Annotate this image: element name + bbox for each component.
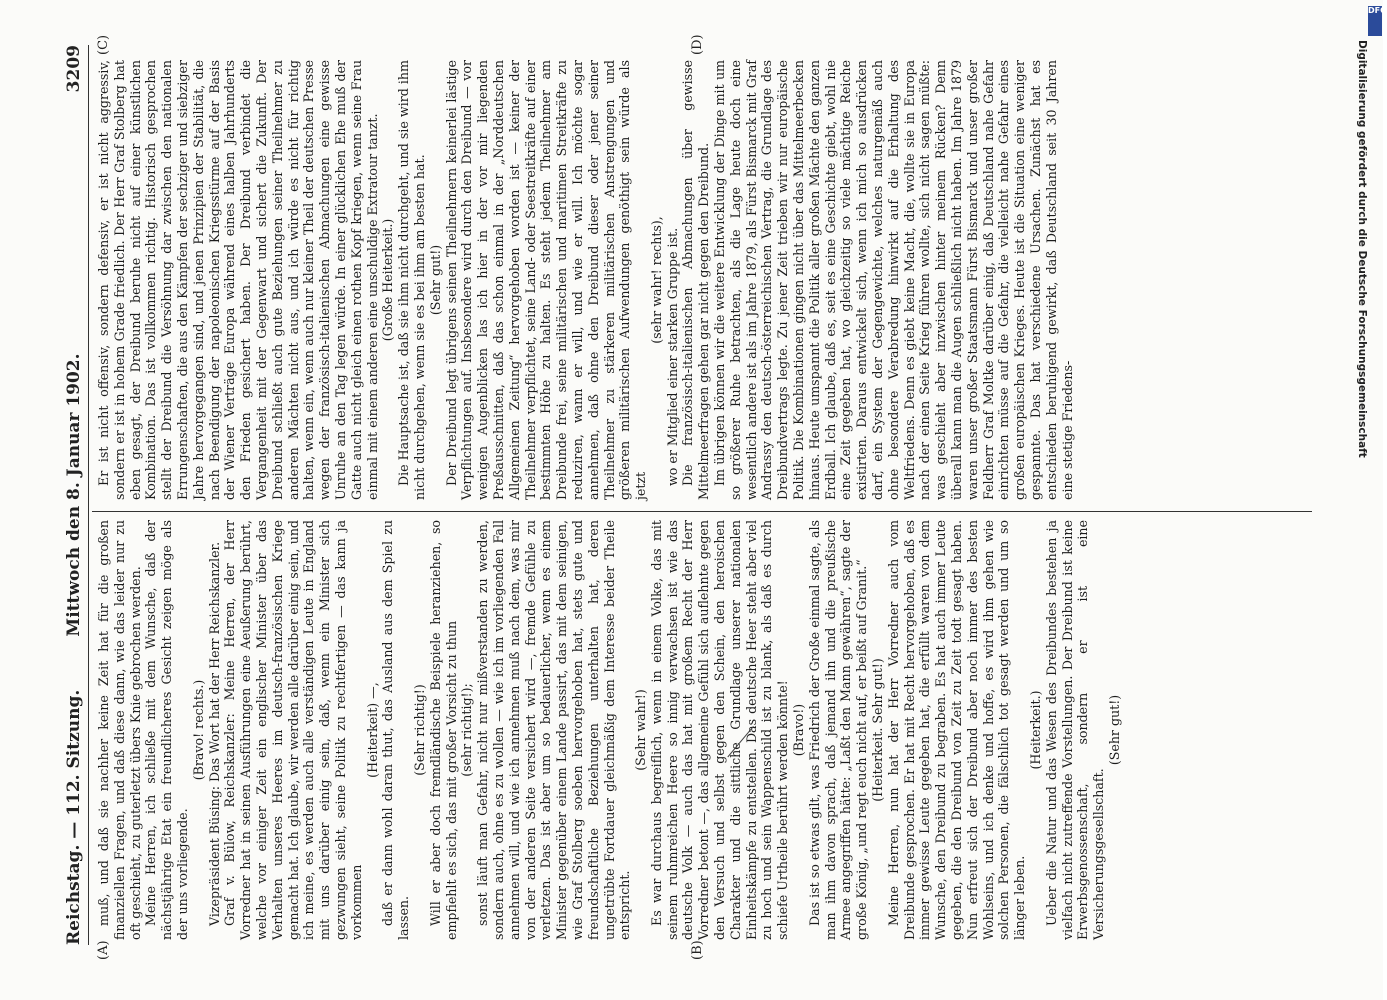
header-date: Mittwoch den 8. Januar 1902.	[64, 353, 84, 637]
paragraph: Die französisch-italienischen Abmachungen über gewisse Mittelmeerfragen gehen gar nicht gegen den Dreibund.	[680, 60, 712, 500]
interjection: (sehr richtig!);	[459, 683, 475, 777]
paragraph: Er ist nicht offensiv, sondern defensiv, er ist nicht aggressiv, sondern er ist in hohem Grade friedlich. Der Herr Graf Stolberg hat eben gesagt, der Dreibund beruhe nicht auf einer künstlichen Kombination. Das ist vollkommen richtig. Historisch gesprochen stellt der Dreibund die Versöhnung dar zwischen den nationalen Errungenschaften, die aus den Kämpfen der sechziger und siebziger Jahre hervorgegangen sind, und jenen Prinzipien der Stabilität, die nach Beendigung der napoleonischen Kriegsstürme auf der Basis der Wiener Verträge Europa während eines halben Jahrhunderts den Frieden gesichert haben. Der Dreibund verbindet die Vergangenheit mit der Gegenwart und sichert die Zukunft. Der Dreibund schließt auch gute Beziehungen seiner Theilnehmer zu anderen Mächten nicht aus, und ich würde es nicht für richtig halten, wenn ein, wenn auch nur kleiner Theil der deutschen Presse wegen der französisch-italienischen Abmachungen eine gewisse Unruhe an den Tag legen würde. In einer glücklichen Ehe muß der Gatte auch nicht gleich einen rothen Kopf kriegen, wenn seine Frau einmal mit einem anderen eine unschuldige Extratour tanzt.	[96, 60, 380, 500]
paragraph: Es war durchaus begreiflich, wenn in einem Volke, das mit seinem ruhmreichen Heere so innig verwachsen ist wie das deutsche Volk — auch das hat mit großem Recht der Herr Vorredner betont —, das allgemeine Gefühl sich auflehnte gegen den Versuch und selbst gegen den Schein, den heroischen Charakter und die sittliche Grundlage unserer nationalen Einheitskämpfe zu entstellen. Das deutsche Heer steht aber viel zu hoch und sein Wappenschild ist zu blank, als daß es durch schiefe Urtheile berührt werden könnte!	[648, 520, 791, 940]
interjection: (Heiterkeit. Sehr gut!)	[870, 658, 886, 802]
page-header	[64, 45, 86, 945]
margin-letter-b: (B)	[690, 940, 705, 960]
paragraph: Die Hauptsache ist, daß sie ihm nicht durchgeht, und sie wird ihm nicht durchgehen, wenn sie es bei ihm am besten hat.	[396, 60, 427, 500]
paragraph: muß, und daß sie nachher keine Zeit hat für die großen finanziellen Fragen, und daß diese dann, wie das leider nur zu oft geschieht, zu guterletzt übers Knie gebrochen werden.	[96, 520, 143, 940]
interjection: (sehr wahr! rechts),	[648, 216, 664, 344]
text-column-right	[96, 60, 1306, 500]
interjection: (Heiterkeit) —,	[364, 682, 380, 778]
header-session: Reichstag. — 112. Sitzung.	[64, 689, 84, 945]
dfg-logo	[1368, 6, 1387, 36]
dfg-logo-text: DFG	[1368, 6, 1387, 15]
interjection: (Sehr wahr!)	[633, 689, 649, 771]
paragraph: wo er Mitglied einer starken Gruppe ist.	[664, 227, 680, 486]
interjection: (Sehr gut!)	[1107, 694, 1122, 766]
paragraph: daß er dann wohl daran thut, das Ausland aus dem Spiel zu lassen.	[380, 520, 412, 940]
paragraph: Das ist so etwas gilt, was Friedrich der Große einmal sagte, als man ihm davon sprach, daß jemand ihn und die preußische Armee angegriffen hätte: „Laßt den Mann gewähren“, sagte der große König, „und regt euch nicht auf, er beißt auf Granit.“	[806, 520, 870, 940]
paragraph: Der Dreibund legt übrigens seinen Theilnehmern keinerlei lästige Verpflichtungen auf. Insbesondere wird durch den Dreibund — vor wenigen Augenblicken las ich hier in der vor mir liegenden Preßausschnitten, daß das schon einmal in der „Norddeutschen Allgemeinen Zeitung“ hervorgehoben worden ist — keiner der Theilnehmer verpflichtet, seine Land- oder Seestreitkräfte auf einer bestimmten Höhe zu halten. Es steht jedem Theilnehmer am Dreibunde frei, seine militärischen und maritimen Streitkräfte zu reduziren, wann er will, und wie er will. Ich möchte sogar annehmen, daß ohne den Dreibund dieser oder jener seiner Theilnehmer zu stärkeren militärischen Anstrengungen und größeren militärischen Aufwendungen genöthigt sein würde als jetzt	[443, 60, 649, 500]
digitization-credit: Digitalisierung gefördert durch die Deutsche Forschungsgemeinschaft	[1356, 40, 1368, 458]
interjection: (Sehr richtig!)	[411, 684, 427, 776]
interjection: (Bravo! rechts.)	[190, 679, 206, 781]
text-column-left	[96, 520, 1306, 940]
header-rule	[88, 45, 89, 945]
margin-letter-d: (D)	[690, 34, 705, 55]
paragraph: Ueber die Natur und das Wesen des Dreibundes bestehen ja vielfach nicht zutreffende Vorstellungen. Der Dreibund ist keine Erwerbsgenossenschaft, sondern er ist eine Versicherungsgesellschaft.	[1043, 520, 1107, 940]
column-divider	[92, 511, 1312, 512]
interjection: (Heiterkeit.)	[1028, 690, 1044, 770]
interjection: (Bravo!)	[791, 703, 807, 757]
margin-letter-a: (A)	[96, 940, 111, 960]
interjection: (Große Heiterkeit.)	[380, 218, 396, 342]
paragraph: Vizepräsident Büsing: Das Wort hat der Herr Reichskanzler.	[206, 541, 222, 926]
interjection: (Sehr gut!)	[427, 244, 443, 316]
header-page-number: 3209	[64, 45, 84, 93]
paragraph: Will er aber doch fremdländische Beispiele heranziehen, so empfiehlt es sich, das mit großer Vorsicht zu thun	[427, 520, 459, 940]
margin-letter-c: (C)	[96, 34, 111, 55]
paragraph: Graf v. Bülow, Reichskanzler: Meine Herren, der Herr Vorredner hat in seinen Ausführungen eine Aeußerung berührt, welche vor einiger Zeit ein englischer Minister über das Verhalten unseres Heeres im deutsch-französischen Kriege gemacht hat. Ich glaube, wir werden alle darüber einig sein, und ich meine, es werden auch alle verständigen Leute in England mit uns darüber einig sein, daß, wenn ein Minister sich gezwungen sieht, seine Politik zu rechtfertigen — das kann ja vorkommen	[222, 520, 364, 940]
paragraph: Meine Herren, nun hat der Herr Vorredner auch vom Dreibunde gesprochen. Er hat mit Recht hervorgehoben, daß es immer gewisse Leute gegeben hat, die erfüllt waren von dem Wunsche, den Dreibund zu begraben. Es hat auch immer Leute gegeben, die den Dreibund von Zeit zu Zeit todt gesagt haben. Nun erfreut sich der Dreibund aber noch immer des besten Wohlseins, und ich denke und hoffe, es wird ihm gehen wie solchen Personen, die fälschlich tot gesagt werden und um so länger leben.	[885, 520, 1028, 940]
paragraph: Meine Herren, ich schließe mit dem Wunsche, daß der nächstjährige Etat ein freundlicheres Gesicht zeigen möge als der uns vorliegende.	[143, 520, 190, 940]
paragraph: Im übrigen können wir die weitere Entwicklung der Dinge mit um so größerer Ruhe betrachten, als die Lage heute doch eine wesentlich andere ist als im Jahre 1879, als Fürst Bismarck mit Graf Andrassy den deutsch-österreichischen Vertrag, die Grundlage des Dreibundvertrags legte. Zu jener Zeit trieben wir nur europäische Politik. Die Kombinationen gingen nicht über das Mittelmeerbecken hinaus. Heute umspannt die Politik aller großen Mächte den ganzen Erdball. Ich glaube, daß es, seit es eine Geschichte giebt, wohl nie eine Zeit gegeben hat, wo gleichzeitig so viele mächtige Reiche existirten. Daraus entwickelt sich, wenn ich mich so ausdrücken darf, ein System der Gegengewichte, welches naturgemäß auch ohne besondere Verabredung hinwirkt auf die Erhaltung des Weltfriedens. Denn es giebt keine Macht, die, wollte sie in Europa nach der einen Seite Krieg führen wollte, sich nicht sagen müßte: was geschieht aber inzwischen hinter meinem Rücken? Denn überall kann man die Augen schließlich nicht haben. Im Jahre 1879 waren unser großer Staatsmann Fürst Bismarck und unser großer Feldherr Graf Moltke darüber einig, daß Deutschland nahe Gefahr einrichten müsse auf die Gefahr, die vielleicht nahe Gefahr eines großen europäischen Krieges. Heute ist die Situation eine weniger gespannte. Das hat verschiedene Ursachen. Zunächst hat es entschieden beruhigend gewirkt, daß Deutschland seit 30 Jahren eine stetige Friedens-	[712, 60, 1075, 500]
paragraph: sonst läuft man Gefahr, nicht nur mißverstanden zu werden, sondern auch, ohne es zu wollen — wie ich im vorliegenden Fall annehmen will, und wie ich annehmen muß nach dem, was mir von der anderen Seite versichert wird —, fremde Gefühle zu verletzen. Das ist aber um so bedauerlicher, wenn es einem Minister gegenüber einem Lande passirt, das mit dem seinigen, wie Graf Stolberg soeben hervorgehoben hat, stets gute und freundschaftliche Beziehungen unterhalten hat, deren ungetrübte Fortdauer gleichmäßig dem Interesse beider Theile entspricht.	[475, 520, 633, 940]
